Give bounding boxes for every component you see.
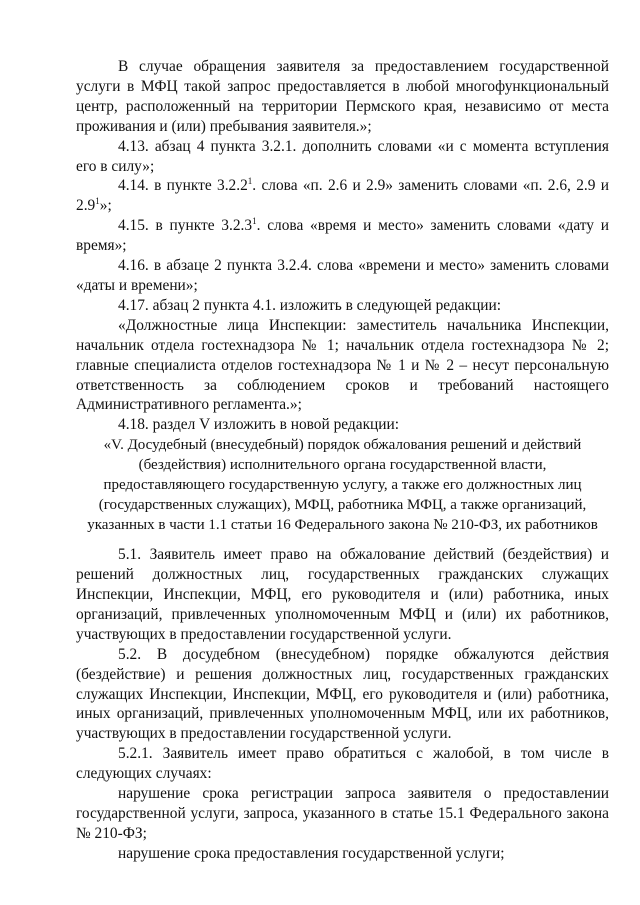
paragraph-registration-violation: нарушение срока регистрации запроса заявителя о предоставлении государственной услуги, запроса, указанного в статье 15.1 Федерального закона № 210-ФЗ; — [76, 785, 609, 842]
paragraph-5-2: 5.2. В досудебном (внесудебном) порядке обжалуются действия (бездействие) и решения должностных лиц, государственных гражданских служащих Инспекции, Инспекции, МФЦ, его руководителя и (или) работника, иных организаций, привлеченных уполномоченным МФЦ, или их работников, участвующих в предоставлении государственной услуги. — [76, 645, 609, 743]
superscript: 1 — [95, 196, 100, 207]
section-heading-line: (государственных служащих), МФЦ, работника МФЦ, а также организаций, — [98, 497, 587, 514]
section-heading-line: предоставляющего государственную услугу, а также его должностных лиц — [103, 477, 582, 494]
paragraph-4-18: 4.18. раздел V изложить в новой редакции: — [118, 416, 400, 434]
section-heading-line: «V. Досудебный (внесудебный) порядок обжалования решений и действий — [103, 437, 582, 454]
document-body — [76, 57, 609, 864]
paragraph-4-15 — [76, 216, 609, 256]
paragraph-officials: «Должностные лица Инспекции: заместитель начальника Инспекции, начальник отдела гостехнадзора № 1; начальник отдела гостехнадзора № 2; главные специалиста отделов гостехнадзора № 1 и № 2 – несут персональную ответственность за соблюдением сроков и требований настоящего Административного регламента.»; — [76, 316, 609, 414]
paragraph-deadline-violation: нарушение срока предоставления государственной услуги; — [118, 844, 505, 862]
paragraph-4-15-text: 4.15. в пункте 3.2.3 — [118, 217, 253, 235]
paragraph-4-14-text: »; — [99, 197, 112, 215]
superscript: 1 — [252, 216, 257, 227]
paragraph-4-15-text: . слова «время и место» заменить словами «дату и время»; — [76, 217, 609, 255]
section-heading-line: указанных в части 1.1 статьи 16 Федерального закона № 210-ФЗ, их работников — [87, 517, 598, 534]
paragraph-4-17: 4.17. абзац 2 пункта 4.1. изложить в следующей редакции: — [118, 296, 502, 314]
paragraph-mfc-request: В случае обращения заявителя за предоставлением государственной услуги в МФЦ такой запрос предоставляется в любой многофункциональный центр, расположенный на территории Пермского края, независимо от места проживания и (или) пребывания заявителя.»; — [76, 58, 609, 135]
paragraph-4-14-text: 4.14. в пункте 3.2.2 — [118, 177, 248, 195]
paragraph-5-2-1: 5.2.1. Заявитель имеет право обратиться с жалобой, в том числе в следующих случаях: — [76, 745, 609, 783]
section-heading-line: (бездействия) исполнительного органа государственной власти, — [138, 457, 547, 474]
paragraph-4-13: 4.13. абзац 4 пункта 3.2.1. дополнить словами «и с момента вступления его в силу»; — [76, 137, 609, 175]
paragraph-4-16: 4.16. в абзаце 2 пункта 3.2.4. слова «времени и место» заменить словами «даты и времени»; — [76, 257, 609, 294]
paragraph-4-14 — [76, 176, 609, 216]
superscript: 1 — [247, 176, 253, 187]
paragraph-5-1: 5.1. Заявитель имеет право на обжалование действий (бездействия) и решений должностных лиц, государственных гражданских служащих Инспекции, Инспекции, МФЦ, его руководителя и (или) работника, иных организаций, привлеченных уполномоченным МФЦ и (или) их работников, участвующих в предоставлении государственной услуги. — [76, 546, 609, 643]
section-heading — [76, 435, 609, 535]
paragraph-4-14-text: . слова «п. 2.6 и 2.9» заменить словами «п. 2.6, 2.9 и 2.9 — [76, 177, 610, 215]
